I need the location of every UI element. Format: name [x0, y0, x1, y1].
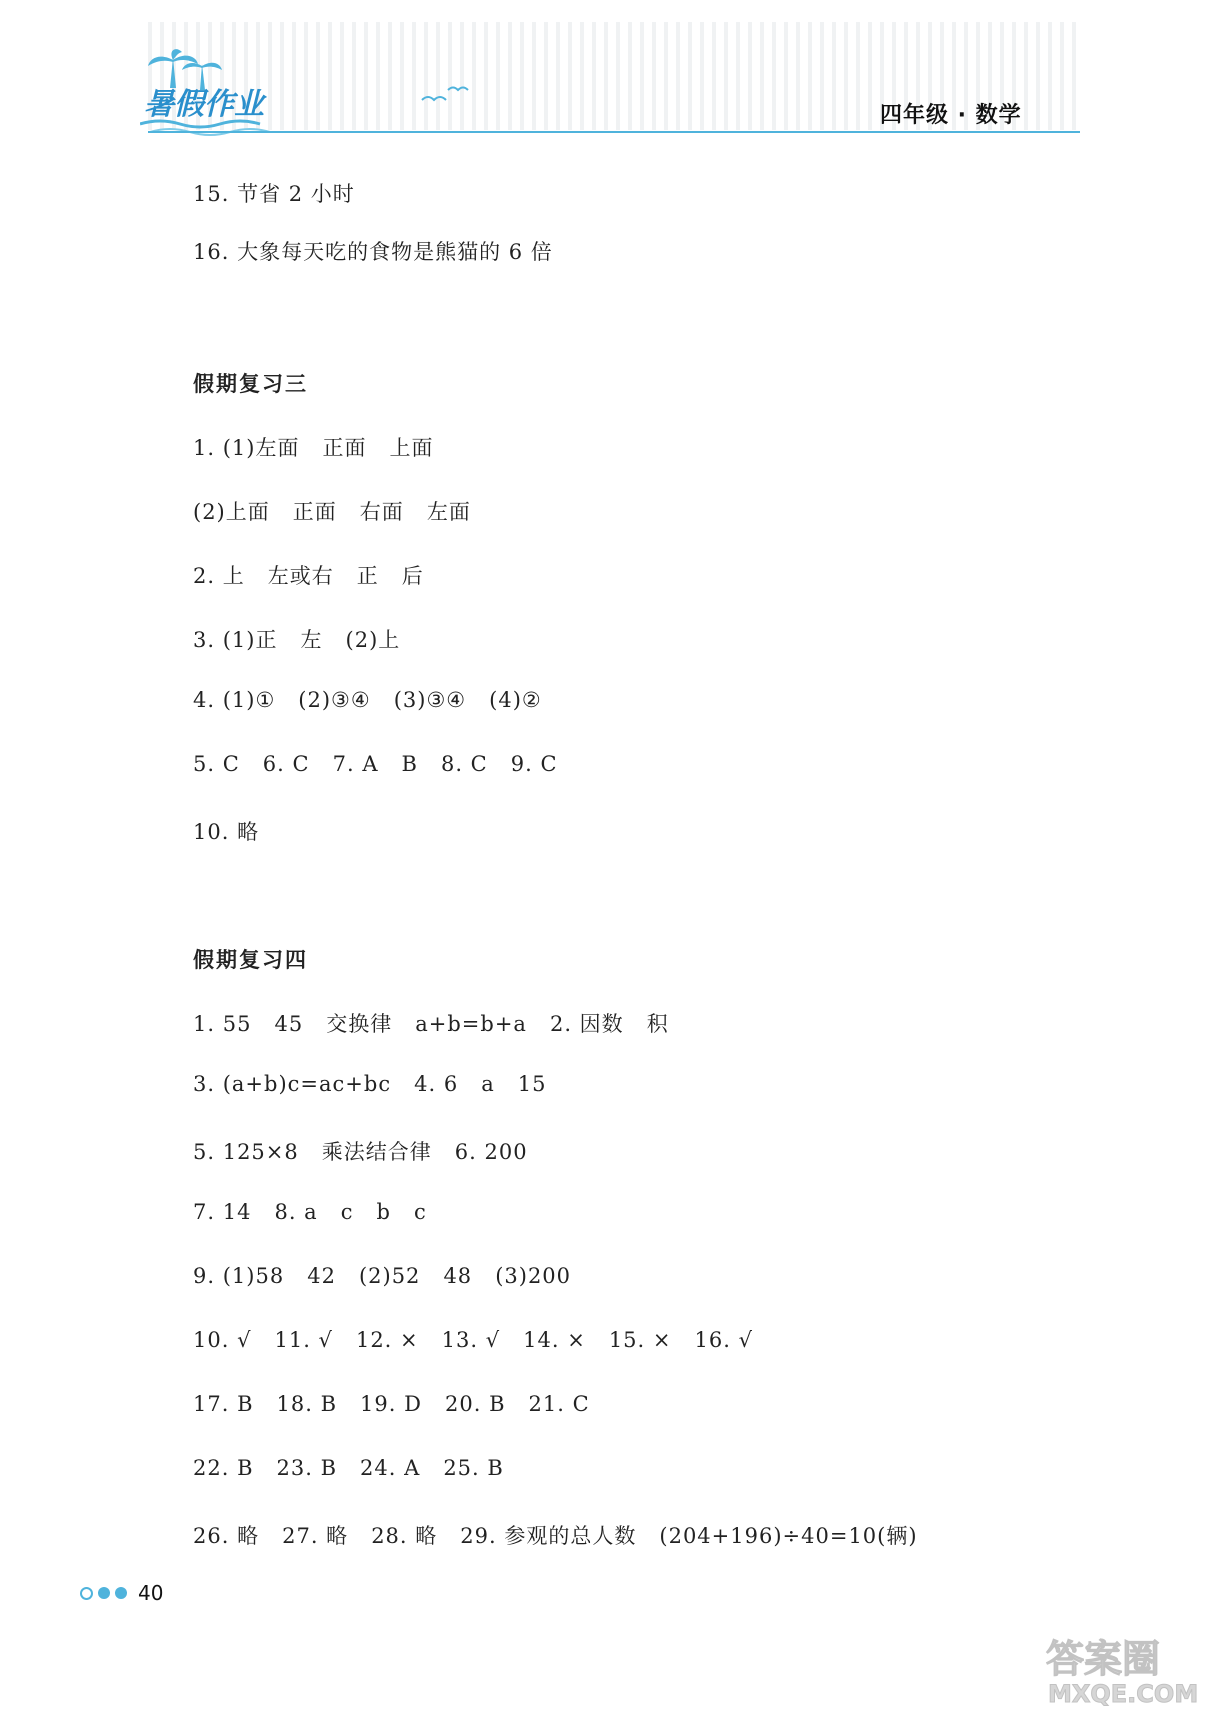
page-number: 40 [138, 1581, 164, 1605]
section-title: 假期复习四 [193, 948, 308, 972]
svg-text:暑假作业: 暑假作业 [144, 87, 264, 122]
answer-line: 17. B 18. B 19. D 20. B 21. C [193, 1392, 590, 1416]
svg-text:答案圈: 答案圈 [1046, 1637, 1161, 1681]
dot-icon [80, 1587, 93, 1600]
grade-subject-label: 四年级 · 数学 [880, 103, 1022, 128]
answer-line: 5. C 6. C 7. A B 8. C 9. C [193, 752, 558, 776]
answer-line: 10. √ 11. √ 12. × 13. √ 14. × 15. × 16. √ [193, 1328, 753, 1352]
answer-line: (2)上面 正面 右面 左面 [193, 500, 471, 524]
answer-line: 10. 略 [193, 820, 260, 844]
header-divider [148, 131, 1080, 133]
answer-line: 16. 大象每天吃的食物是熊猫的 6 倍 [193, 240, 553, 264]
answer-line: 4. (1)① (2)③④ (3)③④ (4)② [193, 688, 542, 712]
summer-homework-logo [140, 48, 300, 138]
section-title: 假期复习三 [193, 372, 308, 396]
answer-line: 9. (1)58 42 (2)52 48 (3)200 [193, 1264, 572, 1288]
answer-line: 15. 节省 2 小时 [193, 182, 355, 206]
dot-icon [115, 1587, 127, 1599]
answer-line: 5. 125×8 乘法结合律 6. 200 [193, 1140, 528, 1164]
svg-text:MXQE.COM: MXQE.COM [1048, 1680, 1199, 1708]
answer-line: 1. (1)左面 正面 上面 [193, 436, 434, 460]
answer-line: 7. 14 8. a c b c [193, 1200, 427, 1224]
dot-icon [98, 1587, 110, 1599]
answer-line: 3. (1)正 左 (2)上 [193, 628, 401, 652]
page-header [0, 0, 1224, 150]
answer-line: 22. B 23. B 24. A 25. B [193, 1456, 504, 1480]
answer-line: 2. 上 左或右 正 后 [193, 564, 424, 588]
answer-line: 3. (a+b)c=ac+bc 4. 6 a 15 [193, 1072, 547, 1096]
watermark-logo [1040, 1630, 1210, 1710]
answer-line: 1. 55 45 交换律 a+b=b+a 2. 因数 积 [193, 1012, 669, 1036]
birds-icon [420, 82, 470, 112]
answer-line: 26. 略 27. 略 28. 略 29. 参观的总人数 (204+196)÷40=10(辆) [193, 1524, 918, 1548]
page-footer [80, 1580, 163, 1606]
